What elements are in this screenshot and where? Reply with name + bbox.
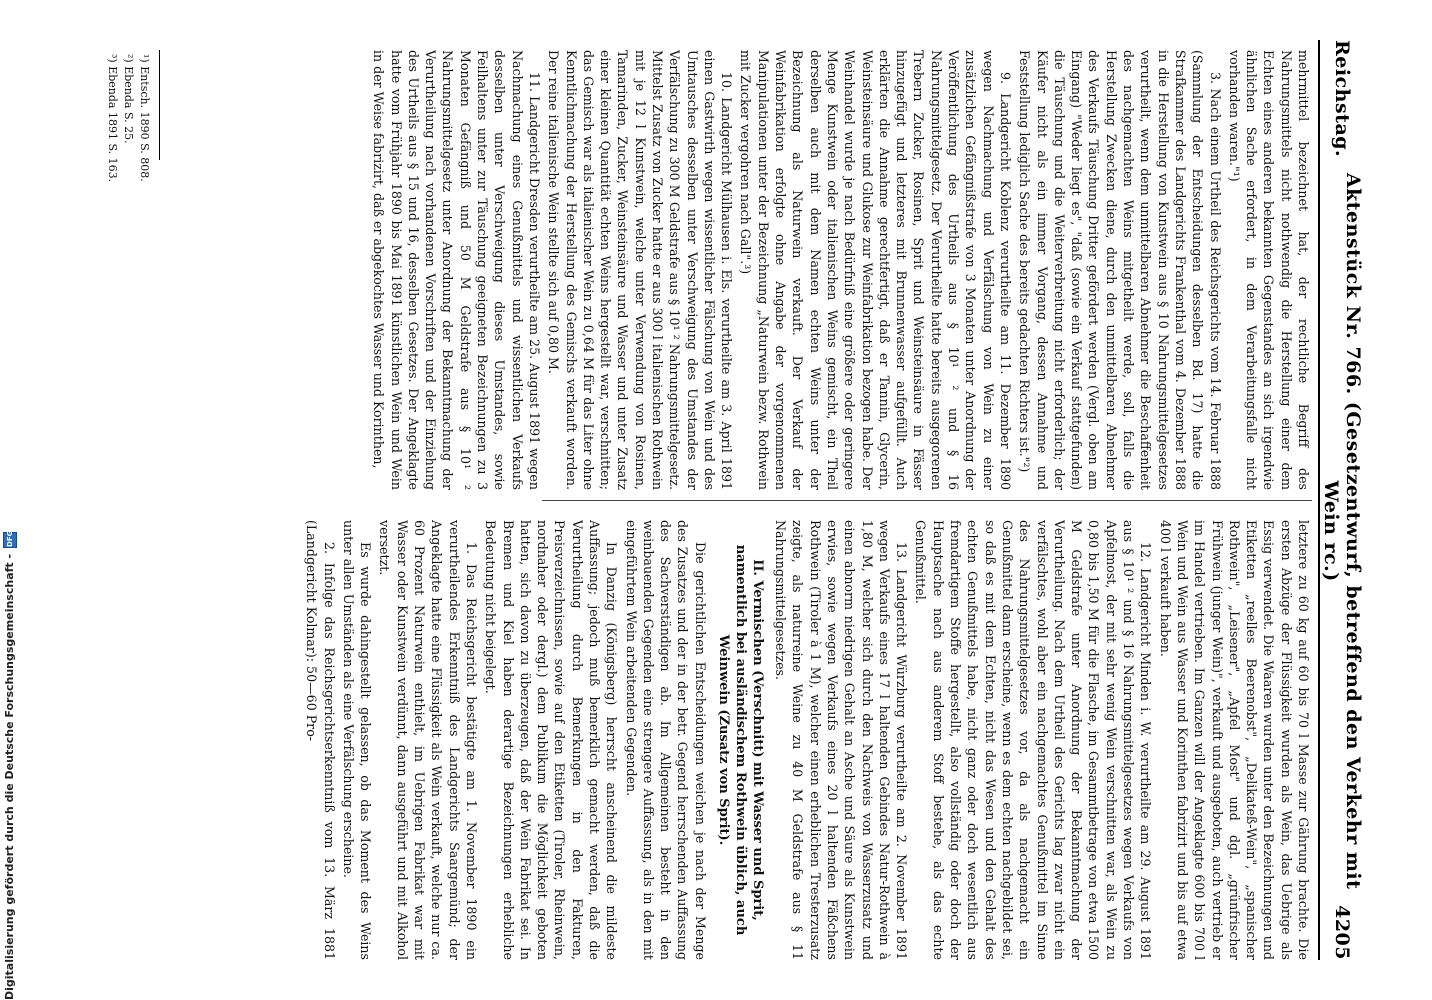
paragraph: 1. Das Reichsgericht bestätigte am 1. November 1890 ein verurtheilendes Erkenntniß des Landgerichts Saargemünd; der Angeklagte hatte eine Flüssigkeit als Wein verkauft, welche nur ca. 60 Prozent Naturwein enthielt, im Uebrigen Fabrikat war mit Wasser oder Kunstwein verdünnt, dann ausgeführt und mit Alkohol versetzt.	[377, 520, 479, 960]
footnote: ²) Ebenda S. 25.	[122, 54, 135, 144]
paragraph: Die gerichtlichen Entscheidungen weichen je nach der Menge des Zusatzes und der in der betr. Gegend herrschenden Auffassung des Sachverständigen ab. Im Allgemeinen besteht in den weinbauenden Gegenden eine strengere Auffassung, als in den mit eingeführtem Wein arbeitenden Gegenden.	[623, 520, 708, 960]
paragraph: letztere zu 60 kg auf 60 bis 70 l Masse zur Gährung brachte. Die ersten Abzüge der Flüssigkeit wurden als Wein, das Uebrige als Essig verwendet. Die Waaren wurden unter den Bezeichnungen und Etiketten „reelles Beerenobst", „Delikateß-Wein", „spanischer Rothwein", „Leisener", „Apfel Most" und dgl. „grünfrischer Frühwein (junger Wein)", verkauft und ausgeboten, auch vertrieb er im Handel vertrieben. Im Ganzen will der Angeklagte 600 bis 700 l Wein und Wein aus Wasser und Korinthen fabrizirt und bis auf etwa 400 l verkauft haben.	[1157, 520, 1311, 960]
header-rule	[1318, 40, 1320, 960]
credit-text: Digitalisierung gefördert durch die Deutsche Forschungsgemeinschaft -	[3, 553, 16, 1000]
header-title: Aktenstück Nr. 766. (Gesetzentwurf, betreffend den Verkehr mit Wein rc.)	[1320, 172, 1364, 890]
paragraph: In Danzig (Königsberg) herrscht anscheinend die mildeste Auffassung; jedoch muß bemerklich gemacht werden, daß die Verurtheilung durch Bemerkungen in den Fakturen, Preisverzeichnissen, sowie auf den Etiketten (Tiroler, Rheinwein, nordnaher oder dergl.) dem Publikum die Möglichkeit geboten hatten, sich davon zu überzeugen, daß der Wein Fabrikat sei. In Bremen und Kiel haben derartige Bezeichnungen erhebliche Bedeutung nicht beigelegt.	[483, 520, 620, 960]
page-header	[1322, 40, 1362, 960]
footnote: ³) Ebenda 1891 S. 163.	[106, 54, 119, 183]
paragraph: 2. Infolge das Reichsgerichtserkenntniß vom 13. März 1881 (Landgericht Kolmar): 50—60 Pro-	[304, 520, 337, 960]
paragraph: 10. Landgericht Mülhausen i. Els. verurtheilte am 3. April 1891 einen Gastwirth wegen wissentlicher Fälschung von Wein und des Umtausches desselben unter Verschweigung des Umstandes der Verfälschung zu 300 M Geldstrafe aus § 10¹ ² Nahrungsmittelgesetz. Mittelst Zusatz von Zucker hatte er aus 300 l italienischen Rothwein mit je 12 l Kunstwein, welche unter Verwendung von Rosinen, Tamarinden, Zucker, Weinsteinsäure und Wasser und unter Zusatz einer kleinen Quantität echten Weins hergestellt war, verschnitten; das Gemisch war als italienischer Wein zu 0,64 M für das Liter ohne Kenntlichmachung der Herstellung des Gemischs verkauft worden. Der reine italienische Wein stellte sich auf 0,80 M.	[546, 50, 735, 490]
paragraph: 12. Landgericht Minden i. W. verurtheilte am 29. August 1891 aus § 10¹ ² und § 16 Nahrungsmittelgesetzes wegen Verkaufs von Apfelmost, der mit sehr wenig Wein verschnitten war, als Wein zu 0,80 bis 1,50 M für die Flasche, im Gesammtbetrage von etwa 1500 M Geldstrafe unter Anordnung der Bekanntmachung der Verurtheilung. Nach dem Urtheil des Gerichts lag zwar nicht ein verfälschtes, wohl aber ein nachgemachtes Genußmittel im Sinne des Nahrungsmittelgesetzes vor, da als nachgemacht ein Genußmittel dann erscheine, wenn es dem echten nachgebildet sei, so daß es mit dem Echten, nicht das Wesen und den Gehalt des echten Genußmittels habe, nicht ganz oder doch wesentlich aus fremdartigem Stoffe hergestellt, also vollständig oder doch der Hauptsache nach aus anderem Stoff bestehe, als das echte Genußmittel.	[913, 520, 1154, 960]
paragraph: 3. Nach einem Urtheil des Reichsgerichts vom 14. Februar 1888 (Sammlung der Entscheidungen desselben Bd. 17) hatte die Strafkammer des Landgerichts Frankenthal vom 4. Dezember 1888 in die Herstellung von Kunstwein aus § 10 Nahrungsmittelgesetzes verurtheilt, wenn dem unmittelbaren Abnehmer die Beschaffenheit des nachgemachten Weins mitgetheilt werde, soll, falls die Herstellung Zwecken diene, durch den unmittelbaren Abnehmer des Verkaufs Täuschung Dritter gefördert werden (Vergl. oben am Eingang) "Weder liegt es", "daß (sowie ein Verkauf stattgefunden) die Täuschung und die Weiterverbreitung nicht erforderlich; der Käufer nicht als ein immer Vorgang, dessen Annahme und Feststellung lediglich Sache des bereits gedachten Richters ist."²)	[1017, 50, 1223, 490]
dfg-logo-icon: DFG	[3, 532, 17, 548]
header-left: Reichstag.	[1331, 40, 1353, 158]
right-column	[272, 520, 1312, 960]
paragraph: mehrmittel bezeichnet hat, der rechtliche Begriff des Nahrungsmittels nicht nothwendig die Herstellung einer dem Echten eines anderen bekannten Gegenstandes an sich irgendwie ähnlichen Sache erfordert, in dem Verarbeitungsfalle nicht vorhanden waren."¹)	[1226, 50, 1311, 490]
paragraph: Es wurde dahingestellt gelassen, ob das Moment des Weins unter allen Umständen als eine Verfälschung erscheine.	[340, 520, 374, 960]
paragraph: 9. Landgericht Koblenz verurtheilte am 11. Dezember 1890 wegen Nachmachung und Verfälschung von Wein zu einer zusätzlichen Gefängnißstrafe von 3 Monaten unter Anordnung der Veröffentlichung des Urtheils aus § 10¹ ² und § 16 Nahrungsmittelgesetz. Der Verurtheilte hatte bereits ausgegorenen Trebern Zucker, Rosinen, Sprit und Weinsteinsäure in Fässer hinzugefügt und letzteres mit Brunnenwasser aufgefüllt. Auch erklärten die Annahme gerechtfertigt, daß er Tannin, Glycerin, Weinsteinsäure und Glukose zur Weinfabrikation bezogen habe. Der Weinhandel wurde je nach Bedürfniß eine größere oder geringere Menge Kunstwein oder italienischen Weins gemischt, ein Theil derselben auch mit dem Namen echten Weins unter der Bezeichnung als Naturwein verkauft. Der Verkauf der Weinfabrikation erfolgte ohne Angabe der vorgenommenen Manipulationen unter der Bezeichnung „Naturwein bezw. Rothwein mit Zucker vergohren nach Gall".³)	[738, 50, 1013, 490]
footnote-rule	[159, 50, 160, 160]
paragraph: 11. Landgericht Dresden verurtheilte am 25. August 1891 wegen Nachmachung eines Genußmittels und wissentlichen Verkaufs desselben unter Verschweigung dieses Umstandes, sowie Feilhaltens unter zur Täuschung geeigneten Bezeichnungen zu 3 Monaten Gefängniß und 50 M Geldstrafe aus § 10¹ ² Nahrungsmittelgesetz unter Anordnung der Bekanntmachung der Verurtheilung nach vorhandenen Vorschriften und der Einziehung des Urtheils aus § 15 und 16, desselben Gesetzes. Der Angeklagte hatte vom Frühjahr 1890 bis Mai 1891 künstlichen Wein und Wein in der Weise fabrizirt, daß er abgekochtes Wasser und Korinthen,	[371, 50, 542, 490]
page-number: 4205	[1331, 905, 1353, 960]
footnote: ¹) Entsch. 1890 S. 808.	[138, 54, 151, 182]
digitization-credit	[2, 530, 18, 1000]
column-separator	[542, 500, 1312, 501]
paragraph: 13. Landgericht Würzburg verurtheilte am 2. November 1891 wegen Verkaufs eines 17 l haltenden Gebindes Natur-Rothwein à 1,80 M, welcher sich durch den Nachweis von Wasserzusatz und einen abnorm niedrigen Gehalt an Asche und Säure als Kunstwein erwies, sowie wegen Verkaufs eines 20 l haltenden Fäßchens Rothwein (Tiroler à 1 M), welcher einen erheblichen Tresterzusatz zeigte, als naturreine Weine zu 40 M Geldstrafe aus § 11 Nahrungsmittelgesetzes.	[773, 520, 910, 960]
footnotes	[104, 54, 152, 354]
section-heading: II. Vermischen (Verschnitt) mit Wasser und Sprit, namentlich bei ausländischem Rothwein üblich, auch Weinwein (Zusatz von Sprit).	[715, 544, 765, 936]
left-column	[272, 50, 1312, 490]
